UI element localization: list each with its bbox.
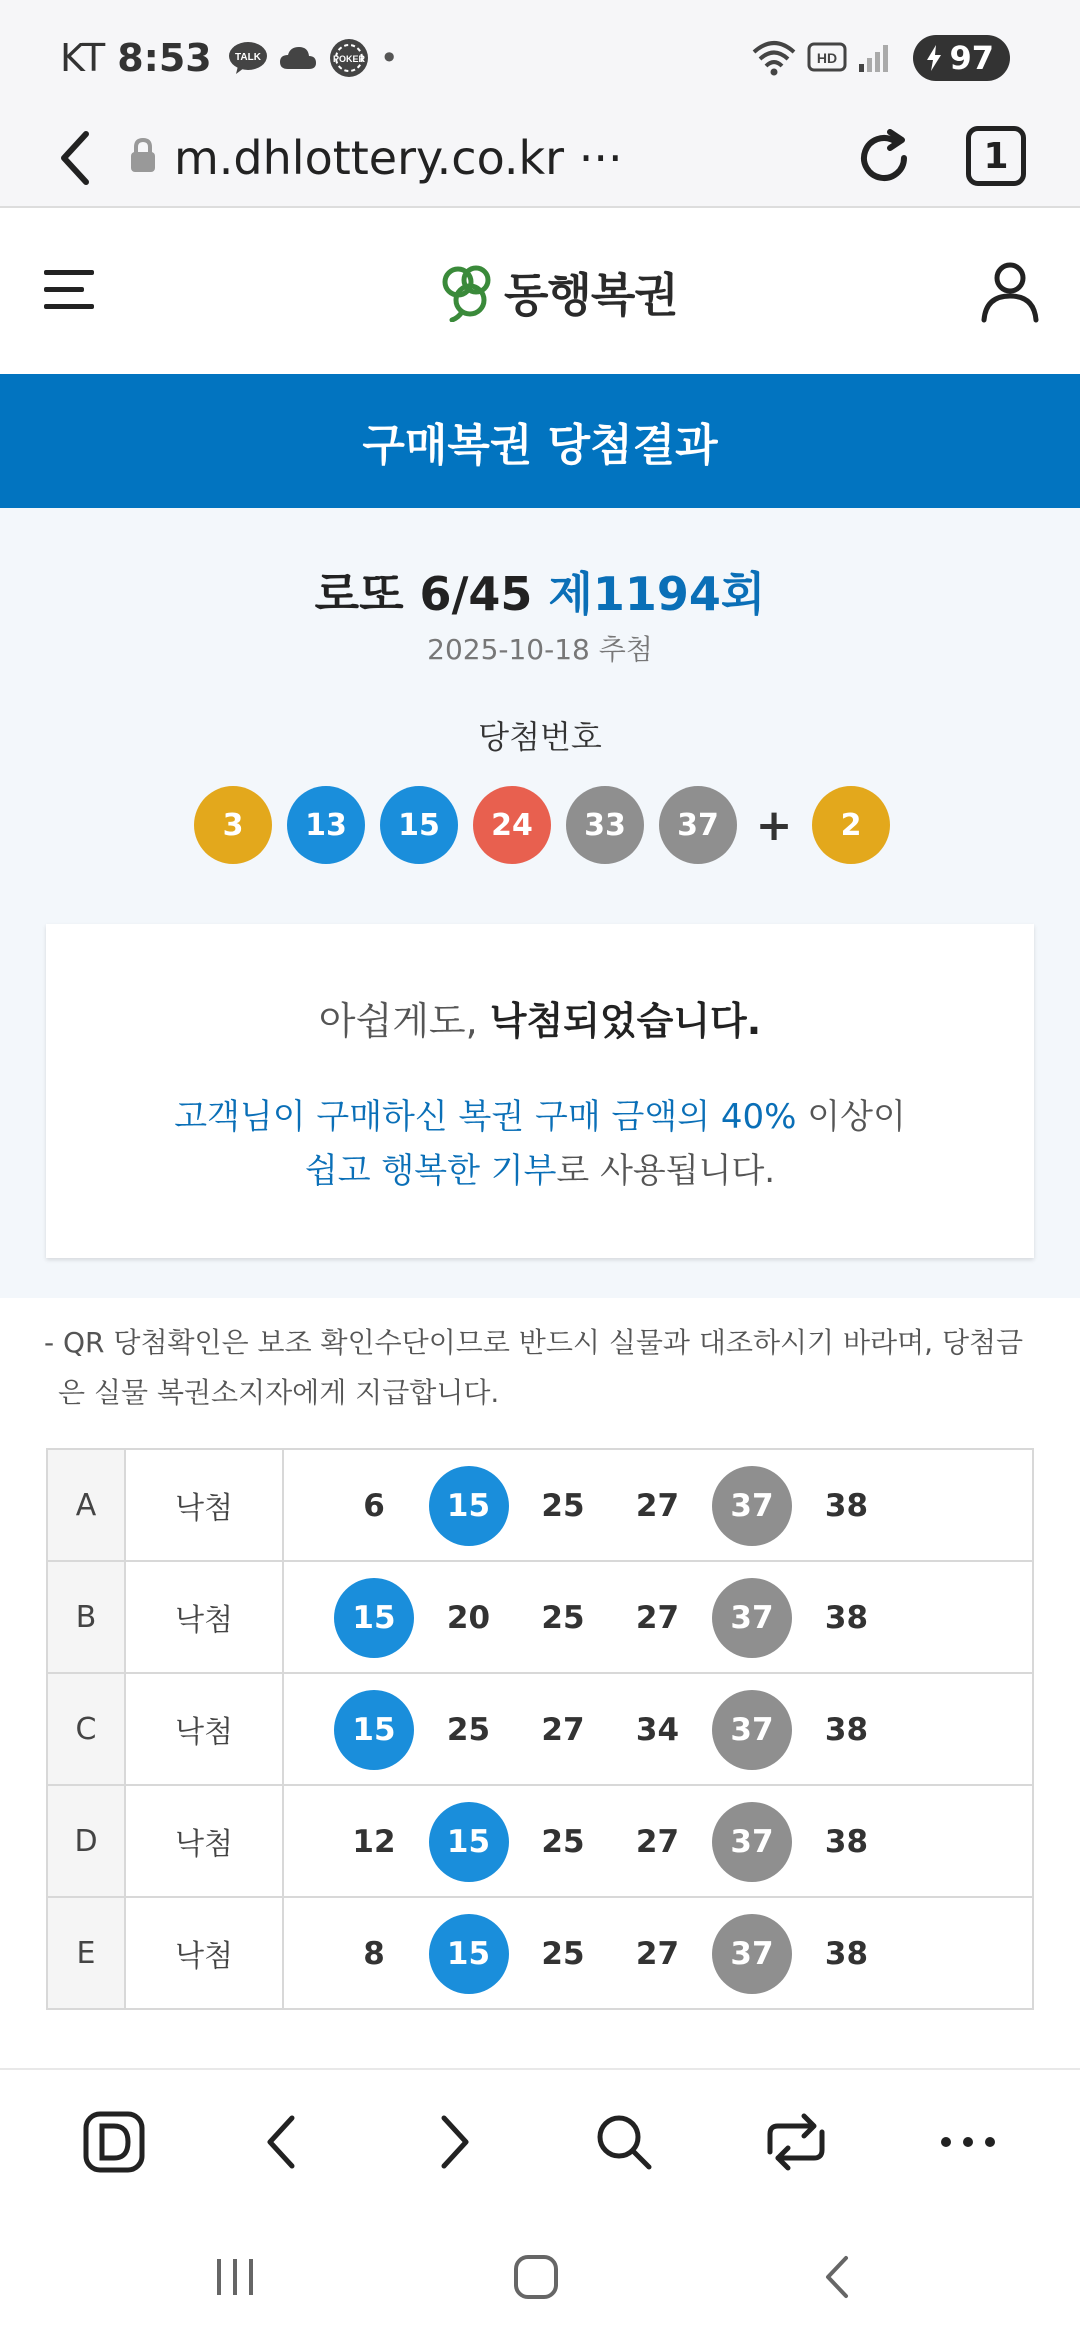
clock: 8:53	[117, 36, 212, 80]
ticket-number: 27	[635, 1600, 680, 1636]
ticket-numbers	[283, 1785, 1033, 1897]
ticket-number: 12	[352, 1824, 396, 1860]
winning-number-ball: 15	[380, 786, 458, 864]
winning-number-ball: 33	[566, 786, 644, 864]
ticket-number-matched: 37	[712, 1914, 792, 1994]
donation-highlight-1: 고객님이 구매하신 복권 구매 금액의 40%	[174, 1097, 797, 1137]
ticket-number: 38	[824, 1824, 869, 1860]
reload-icon	[854, 128, 914, 188]
donation-text-2: 로 사용됩니다.	[556, 1151, 776, 1191]
forward-arrow-icon	[434, 2112, 474, 2172]
winning-number-ball: 13	[287, 786, 365, 864]
ticket-number-matched: 37	[712, 1578, 792, 1658]
ticket-number-matched: 15	[334, 1690, 414, 1770]
ticket-letter: B	[47, 1561, 125, 1673]
system-back-button[interactable]	[798, 2242, 878, 2312]
browser-toolbar	[0, 2068, 1080, 2212]
ticket-number: 25	[446, 1712, 491, 1748]
browser-back-button[interactable]	[40, 122, 112, 194]
bonus-number-ball: 2	[812, 786, 890, 864]
charging-bolt-icon	[925, 44, 943, 72]
ticket-number: 38	[824, 1488, 869, 1524]
ticket-number: 27	[635, 1824, 680, 1860]
recent-apps-button[interactable]	[196, 2242, 276, 2312]
carrier-label: KT	[60, 36, 106, 80]
more-button[interactable]	[928, 2102, 1008, 2182]
ticket-result: 낙첨	[125, 1449, 283, 1561]
notification-dot: •	[379, 39, 399, 77]
site-header	[0, 208, 1080, 374]
draw-title	[0, 558, 1080, 624]
battery-level: 97	[949, 39, 994, 77]
qr-notice: - QR 당첨확인은 보조 확인수단이므로 반드시 실물과 대조하시기 바라며, 당첨금은 실물 복권소지자에게 지급합니다.	[44, 1326, 1024, 1409]
ticket-row	[47, 1673, 1033, 1785]
ticket-number-matched: 15	[429, 1802, 509, 1882]
home-button[interactable]	[496, 2242, 576, 2312]
back-arrow-icon	[262, 2112, 302, 2172]
result-message-card	[46, 924, 1034, 1258]
draw-round: 제1194회	[548, 567, 766, 621]
ticket-numbers	[283, 1897, 1033, 2009]
back-button[interactable]	[242, 2102, 322, 2182]
donation-highlight-2: 쉽고 행복한 기부	[304, 1151, 557, 1191]
clover-logo-icon	[440, 262, 496, 322]
ticket-number: 20	[446, 1600, 491, 1636]
winning-number-ball: 24	[473, 786, 551, 864]
signal-icon	[857, 42, 891, 74]
ticket-numbers	[283, 1449, 1033, 1561]
d-logo-button[interactable]	[74, 2102, 154, 2182]
ticket-number: 27	[635, 1936, 680, 1972]
donation-text-1: 이상이	[796, 1097, 906, 1137]
ticket-number: 6	[363, 1488, 385, 1524]
back-icon	[818, 2252, 858, 2302]
ticket-letter: C	[47, 1673, 125, 1785]
ticket-row	[47, 1449, 1033, 1561]
battery-indicator	[913, 35, 1010, 81]
bonus-plus-sign: +	[755, 799, 793, 851]
page-banner	[0, 374, 1080, 508]
draw-date: 2025-10-18 추첨	[427, 633, 653, 666]
search-button[interactable]	[584, 2102, 664, 2182]
page-title: 구매복권 당첨결과	[362, 420, 718, 471]
system-nav-bar	[0, 2212, 1080, 2340]
ticket-number-matched: 37	[712, 1802, 792, 1882]
share-button[interactable]	[756, 2102, 836, 2182]
winning-number-ball: 3	[194, 786, 272, 864]
ticket-number: 25	[541, 1824, 585, 1860]
result-message-prefix: 아쉽게도,	[318, 999, 490, 1043]
ticket-number: 38	[824, 1936, 869, 1972]
site-logo-text: 동행복권	[504, 268, 678, 322]
winning-number-ball: 37	[659, 786, 737, 864]
ticket-letter: A	[47, 1449, 125, 1561]
ticket-number: 38	[824, 1600, 869, 1636]
ticket-row	[47, 1897, 1033, 2009]
ticket-number: 25	[541, 1600, 585, 1636]
lock-icon	[128, 136, 158, 180]
tab-count-button[interactable]: 1	[966, 126, 1026, 186]
ticket-number: 25	[541, 1936, 585, 1972]
ticket-number: 27	[541, 1712, 585, 1748]
donation-message	[46, 1090, 1034, 1198]
ticket-row	[47, 1785, 1033, 1897]
share-icon	[764, 2112, 828, 2172]
talk-badge-text: TALK	[234, 52, 261, 63]
hamburger-menu-button[interactable]	[40, 260, 100, 320]
ticket-numbers	[283, 1561, 1033, 1673]
ticket-number-matched: 37	[712, 1466, 792, 1546]
ticket-number: 38	[824, 1712, 869, 1748]
ticket-number: 27	[635, 1488, 680, 1524]
ticket-number-matched: 15	[334, 1578, 414, 1658]
forward-button[interactable]	[414, 2102, 494, 2182]
ticket-number: 8	[363, 1936, 385, 1972]
reload-button[interactable]	[846, 120, 922, 196]
result-message-line	[46, 990, 1034, 1045]
url-field[interactable]: m.dhlottery.co.kr ···	[174, 131, 623, 185]
hd-voice-icon	[807, 42, 847, 74]
ticket-letter: D	[47, 1785, 125, 1897]
d-logo-icon	[82, 2110, 146, 2174]
ticket-number-matched: 15	[429, 1914, 509, 1994]
chevron-left-icon	[56, 130, 96, 186]
ticket-letter: E	[47, 1897, 125, 2009]
ticket-result: 낙첨	[125, 1785, 283, 1897]
draw-result-section	[0, 508, 1080, 1298]
winning-numbers-label: 당첨번호	[478, 718, 602, 756]
home-icon	[511, 2252, 561, 2302]
browser-address-bar	[0, 110, 1080, 206]
status-bar	[0, 0, 1080, 110]
ticket-number: 34	[635, 1712, 680, 1748]
ticket-numbers	[283, 1673, 1033, 1785]
wifi-icon	[751, 40, 797, 76]
site-logo[interactable]	[440, 260, 678, 324]
more-icon	[938, 2132, 998, 2152]
poker-icon	[328, 37, 370, 79]
ticket-number-matched: 37	[712, 1690, 792, 1770]
game-name: 로또 6/45	[314, 567, 533, 621]
ticket-number: 25	[541, 1488, 585, 1524]
hamburger-icon	[40, 260, 100, 320]
kakaotalk-icon	[228, 40, 268, 76]
ticket-number-matched: 15	[429, 1466, 509, 1546]
ticket-result: 낙첨	[125, 1561, 283, 1673]
hd-badge-text: HD	[817, 50, 838, 66]
ticket-row	[47, 1561, 1033, 1673]
search-icon	[594, 2112, 654, 2172]
user-icon	[978, 260, 1042, 324]
cloud-icon	[278, 43, 318, 73]
recent-apps-icon	[213, 2255, 259, 2299]
ticket-result: 낙첨	[125, 1897, 283, 2009]
ticket-result: 낙첨	[125, 1673, 283, 1785]
result-message-bold: 낙첨되었습니다.	[489, 999, 762, 1043]
user-account-button[interactable]	[978, 260, 1042, 324]
poker-badge-text: POKER	[332, 54, 365, 64]
ticket-table	[46, 1448, 1034, 2010]
